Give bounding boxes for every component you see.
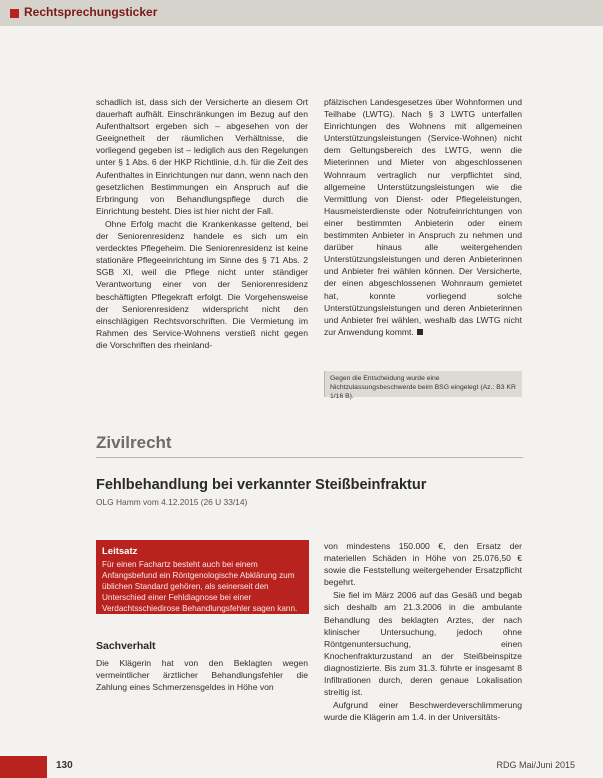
header-title: Rechtsprechungsticker [24,5,158,19]
column-left-top [96,96,308,352]
end-mark-icon [417,329,423,335]
caption-box: Gegen die Entscheidung wurde eine Nichtzulassungsbeschwerde beim BSG eingelegt (Az.: B3 KR 1/16 B). [324,371,522,397]
column-right-bottom [324,540,522,724]
paragraph: Ohne Erfolg macht die Krankenkasse geltend, bei der Seniorenresidenz handele es sich um ein verdecktes Pflegeheim. Die Seniorenresidenz ist keine stationäre Pflegeeinrichtung im Sinne des § 71 Abs. 2 SGB XI, weil die Pflege nicht unter ständiger Verantwortung einer von der Seniorenresidenz beschäftigten Pflegekraft erfolgt. Die Vorgehensweise der Seniorenresidenz widerspricht nicht den einschlägigen Rechtsvorschriften. Die Vermietung im Rahmen des Service-Wohnens verstieß nicht gegen die Vorschriften des rheinland- [96,218,308,350]
paragraph: Die Klägerin hat von den Beklagten wegen vermeintlicher ärztlicher Behandlungsfehler die Zahlung eines Schmerzensgeldes in Höhe von [96,658,308,693]
leitsatz-text: Für einen Fachartz besteht auch bei einem Anfangsbefund ein Röntgenologische Abklärung zum üblichen Standard gehören, als seinerseit den Unterschied einer Fehldiagnose bei einer Verdachtsschiedirose Behandlungsfehler sagen kann. [102,560,298,613]
column-right-top [324,96,522,339]
footer-accent-block [0,756,47,778]
sachverhalt-heading: Sachverhalt [96,640,156,652]
column-left-bottom [96,657,308,694]
header-square-icon [10,9,19,18]
paragraph: pfälzischen Landesgesetzes über Wohnformen und Teilhabe (LWTG). Nach § 3 LWTG unterfallen Einrichtungen des Wohnens mit allgemeinen Unterstützungsleistungen (Service-Wohnen) nicht dem Geltungsbereich des LWTG, wenn die Mieterinnen und Mieter von abgeschlossenen Wohnraum vertraglich nur verpflichtet sind, allgemeine Unterstützungsleistungen wie die Vermittlung von Dienst- oder Pflegeleistungen, Hausmeisterdienste oder Notrufeinrichtungen von einer bestimmten Anbieterin oder einem bestimmten Anbieter in Anspruch zu nehmen und darüber hinaus alle weitergehenden Unterstützungsleistungen und deren Anbieterinnen und Anbieter frei wählen können. Der Versicherte, der einen abgeschlossenen Wohnraum gemietet hat, konnte vorliegend solche Unterstützungsleistungen und deren Anbieterinnen und Anbieter frei wählen, weshalb das LWTG nicht zur Anwendung kommt. [324,97,522,337]
paragraph: schadlich ist, dass sich der Versicherte an diesem Ort dauerhaft aufhält. Einschränkungen im Bezug auf den Aufenthaltsort ergeben sich – abgesehen von der Geeignetheit der räumlichen Verhältnisse, die vorliegend gegeben ist – lediglich aus den Regelungen unter § 1 Abs. 6 der HKP Richtlinie, d.h. für die Zeit des Aufenthaltes in Einrichtungen nur dann, wenn nach den gesetzlichen Bestimmungen ein Anspruch auf die Erbringung von Behandlungspflege durch die Einrichtung besteht. Dies ist hier nicht der Fall. [96,97,308,216]
paragraph: von mindestens 150.000 €, den Ersatz der materiellen Schäden in Höhe von 25.076,50 € sowie die Feststellung weitergehender Ersatzpflicht begehrt. [324,541,522,588]
court-reference: OLG Hamm vom 4.12.2015 (26 U 33/14) [96,497,248,507]
paragraph: Aufgrund einer Beschwerdeverschlimmerung wurde die Klägerin am 1.4. in der Universitäts- [324,700,522,723]
journal-info: RDG Mai/Juni 2015 [496,760,575,770]
paragraph: Sie fiel im März 2006 auf das Gesäß und begab sich deshalb am 21.3.2006 in die ambulante Behandlung des beklagten Arztes, der nach klinischer Untersuchung, jedoch ohne Röntgenuntersuchung, einen Knochenfrakturzustand an der Steißbeinspitze diagnostizierte. Bis zum 31.3. führte er insgesamt 8 Infiltrationen durch, deren genaue Lokalisation streitig ist. [324,590,522,698]
divider [96,457,523,458]
leitsatz-label: Leitsatz [102,546,138,557]
page-number: 130 [56,760,73,771]
article-title: Fehlbehandlung bei verkannter Steißbeinfraktur [96,477,427,493]
leitsatz-box [96,540,309,614]
header-bar [0,0,603,26]
section-title: Zivilrecht [96,433,172,452]
